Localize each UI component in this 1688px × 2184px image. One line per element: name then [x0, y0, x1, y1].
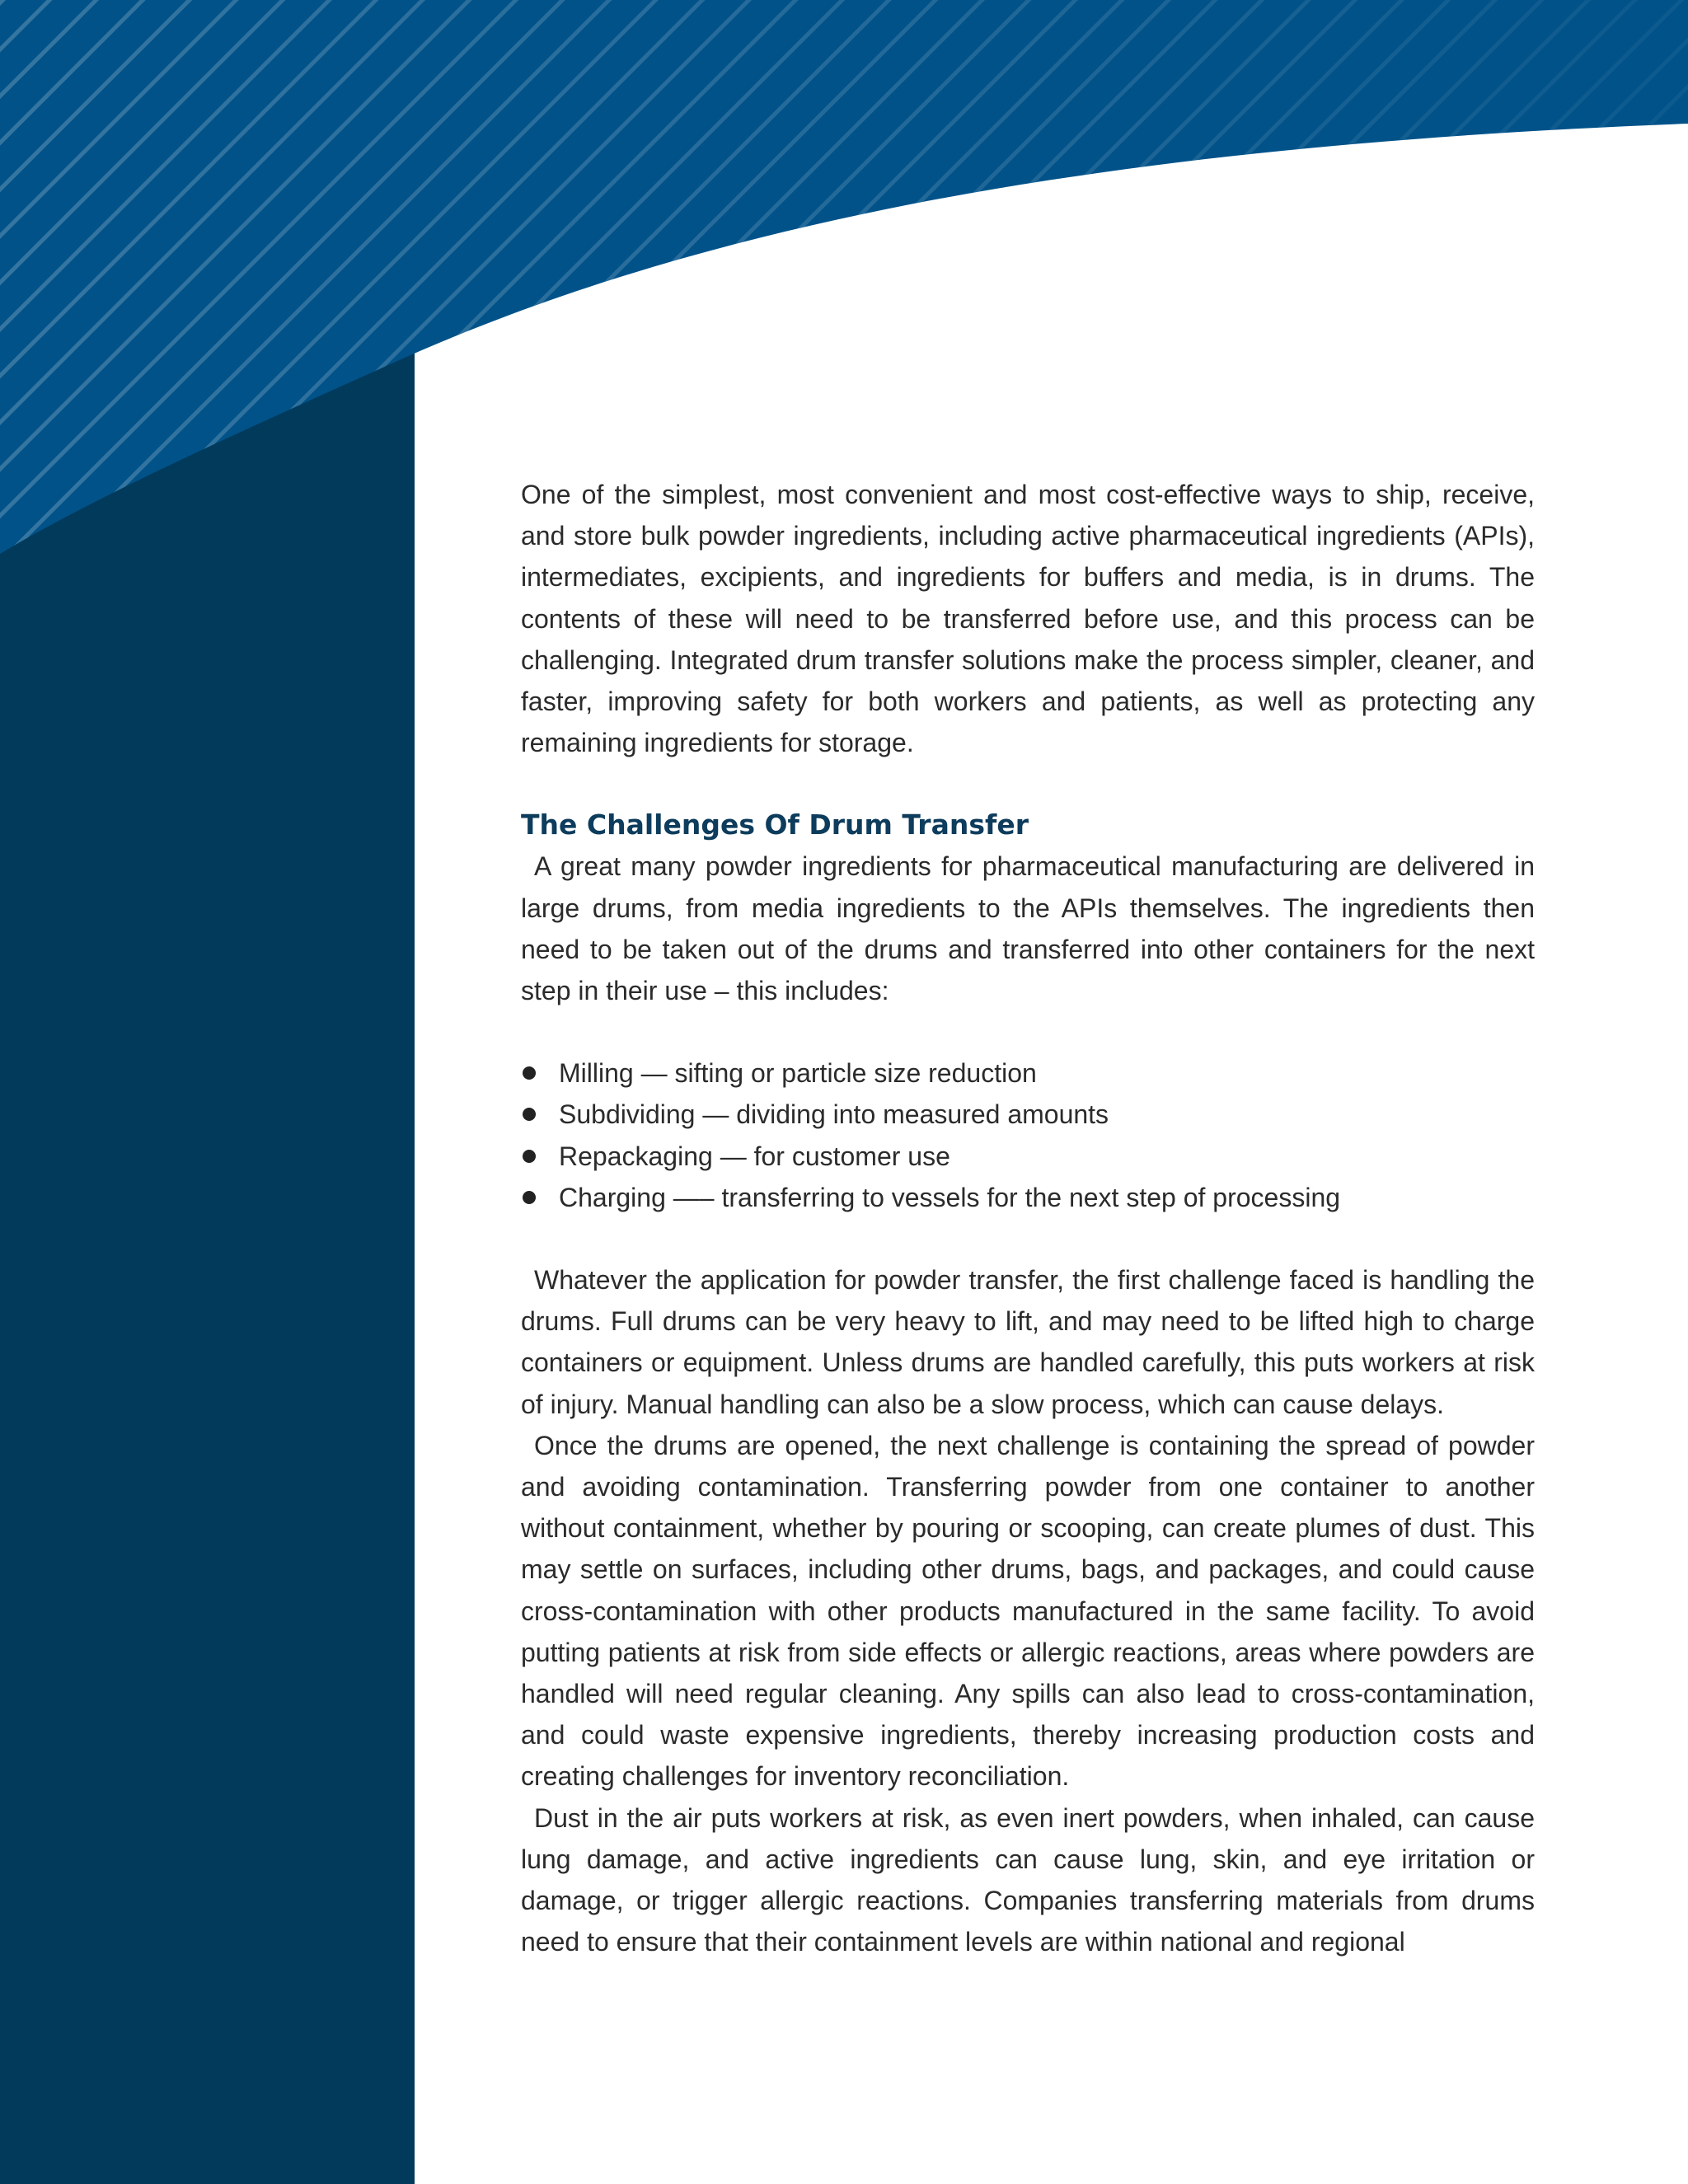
- paragraph-drum-handling: Whatever the application for powder transfer, the first challenge faced is handling the drums. Full drums can be very heavy to lift, and may need to be lifted high to charge containers or equipment. Unless drums are handled carefully, this puts workers at risk of injury. Manual handling can also be a slow process, which can cause delays.: [521, 1265, 1535, 1419]
- article-body: [521, 474, 1535, 1963]
- list-item-text: Milling — sifting or particle size reduction: [559, 1058, 1037, 1089]
- section-heading: The Challenges Of Drum Transfer: [521, 808, 1029, 841]
- list-item: [521, 1177, 1535, 1218]
- paragraph-drum-delivery: A great many powder ingredients for pharmaceutical manufacturing are delivered in large drums, from media ingredients to the APIs themselves. The ingredients then need to be taken out of the drums and transferred into other containers for the next step in their use – this includes:: [521, 851, 1535, 1006]
- paragraph-worker-risk: Dust in the air puts workers at risk, as even inert powders, when inhaled, can cause lung damage, and active ingredients can cause lung, skin, and eye irritation or damage, or trigger allergic reactions. Companies transferring materials from drums need to ensure that their containment levels are within national and regional: [521, 1802, 1535, 1957]
- bullet-icon: [523, 1191, 536, 1204]
- bullet-icon: [523, 1150, 536, 1163]
- list-item-text: Repackaging — for customer use: [559, 1141, 950, 1171]
- intro-paragraph: One of the simplest, most convenient and most cost-effective ways to ship, receive, and store bulk powder ingredients, including active pharmaceutical ingredients (APIs), intermediates, excipients, and ingredients for buffers and media, is in drums. The contents of these will need to be transferred before use, and this process can be challenging. Integrated drum transfer solutions make the process simpler, cleaner, and faster, improving safety for both workers and patients, as well as protecting any remaining ingredients for storage.: [521, 480, 1535, 758]
- list-item: [521, 1094, 1535, 1135]
- list-item-text: Subdividing — dividing into measured amounts: [559, 1099, 1109, 1130]
- list-item-text: Charging —– transferring to vessels for the next step of processing: [559, 1182, 1341, 1212]
- transfer-steps-list: [521, 1052, 1535, 1218]
- bullet-icon: [523, 1066, 536, 1080]
- bullet-icon: [523, 1108, 536, 1121]
- paragraph-containment: Once the drums are opened, the next challenge is containing the spread of powder and avoiding contamination. Transferring powder from one container to another without containment, whether by pouring or scooping, can create plumes of dust. This may settle on surfaces, including other drums, bags, and packages, and could cause cross-contamination with other products manufactured in the same facility. To avoid putting patients at risk from side effects or allergic reactions, areas where powders are handled will need regular cleaning. Any spills can also lead to cross-contamination, and could waste expensive ingredients, thereby increasing production costs and creating challenges for inventory reconciliation.: [521, 1430, 1535, 1792]
- list-item: [521, 1136, 1535, 1177]
- list-item: [521, 1052, 1535, 1094]
